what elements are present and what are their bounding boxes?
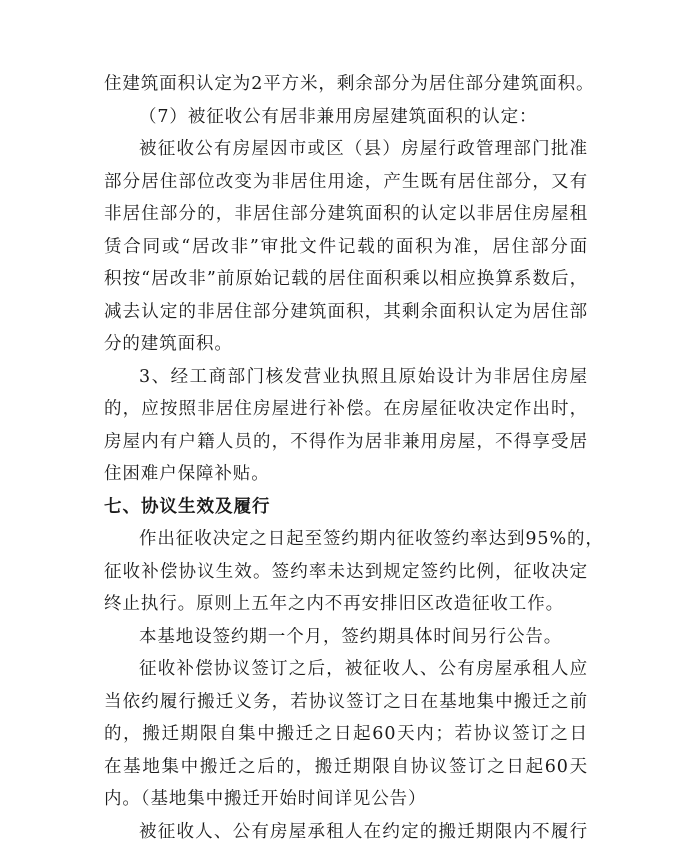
text-line: 的，搬迁期限自集中搬迁之日起60天内；若协议签订之日 — [104, 724, 588, 744]
section-heading: 七、协议生效及履行 — [104, 496, 271, 517]
text-line: （7）被征收公有居非兼用房屋建筑面积的认定： — [139, 106, 538, 127]
text-line: 被征收公有房屋因市或区（县）房屋行政管理部门批准 — [139, 139, 588, 159]
text-line: 被征收人、公有房屋承租人在约定的搬迁期限内不履行 — [139, 821, 588, 842]
text-line: 减去认定的非居住部分建筑面积，其剩余面积认定为居住部 — [104, 301, 588, 322]
text-line: 作出征收决定之日起至签约期内征收签约率达到95%的， — [139, 529, 604, 549]
text-line: 住建筑面积认定为2平方米，剩余部分为居住部分建筑面积。 — [104, 74, 595, 94]
text-line: 在基地集中搬迁之后的，搬迁期限自协议签订之日起60天 — [104, 756, 588, 777]
text-line: 积按“居改非”前原始记载的居住面积乘以相应换算系数后， — [104, 269, 588, 289]
text-line: 房屋内有户籍人员的，不得作为居非兼用房屋，不得享受居 — [104, 431, 588, 452]
text-line: 当依约履行搬迁义务，若协议签订之日在基地集中搬迁之前 — [104, 691, 588, 712]
text-line: 内。（基地集中搬迁开始时间详见公告） — [104, 789, 427, 809]
text-line: 住困难户保障补贴。 — [104, 464, 270, 484]
text-line: 分的建筑面积。 — [104, 334, 233, 354]
text-line: 终止执行。原则上五年之内不再安排旧区改造征收工作。 — [104, 594, 564, 614]
text-line: 部分居住部位改变为非居住用途，产生既有居住部分，又有 — [104, 171, 588, 192]
text-line: 的，应按照非居住房屋进行补偿。在房屋征收决定作出时， — [104, 399, 588, 419]
text-line: 3、经工商部门核发营业执照且原始设计为非居住房屋 — [139, 366, 588, 387]
text-line: 非居住部分的，非居住部分建筑面积的认定以非居住房屋租 — [104, 204, 588, 224]
text-line: 征收补偿协议生效。签约率未达到规定签约比例，征收决定 — [104, 561, 588, 582]
text-line: 本基地设签约期一个月，签约期具体时间另行公告。 — [139, 626, 563, 647]
text-line: 赁合同或“居改非”审批文件记载的面积为准，居住部分面 — [104, 236, 588, 257]
text-line: 征收补偿协议签订之后，被征收人、公有房屋承租人应 — [139, 659, 588, 679]
